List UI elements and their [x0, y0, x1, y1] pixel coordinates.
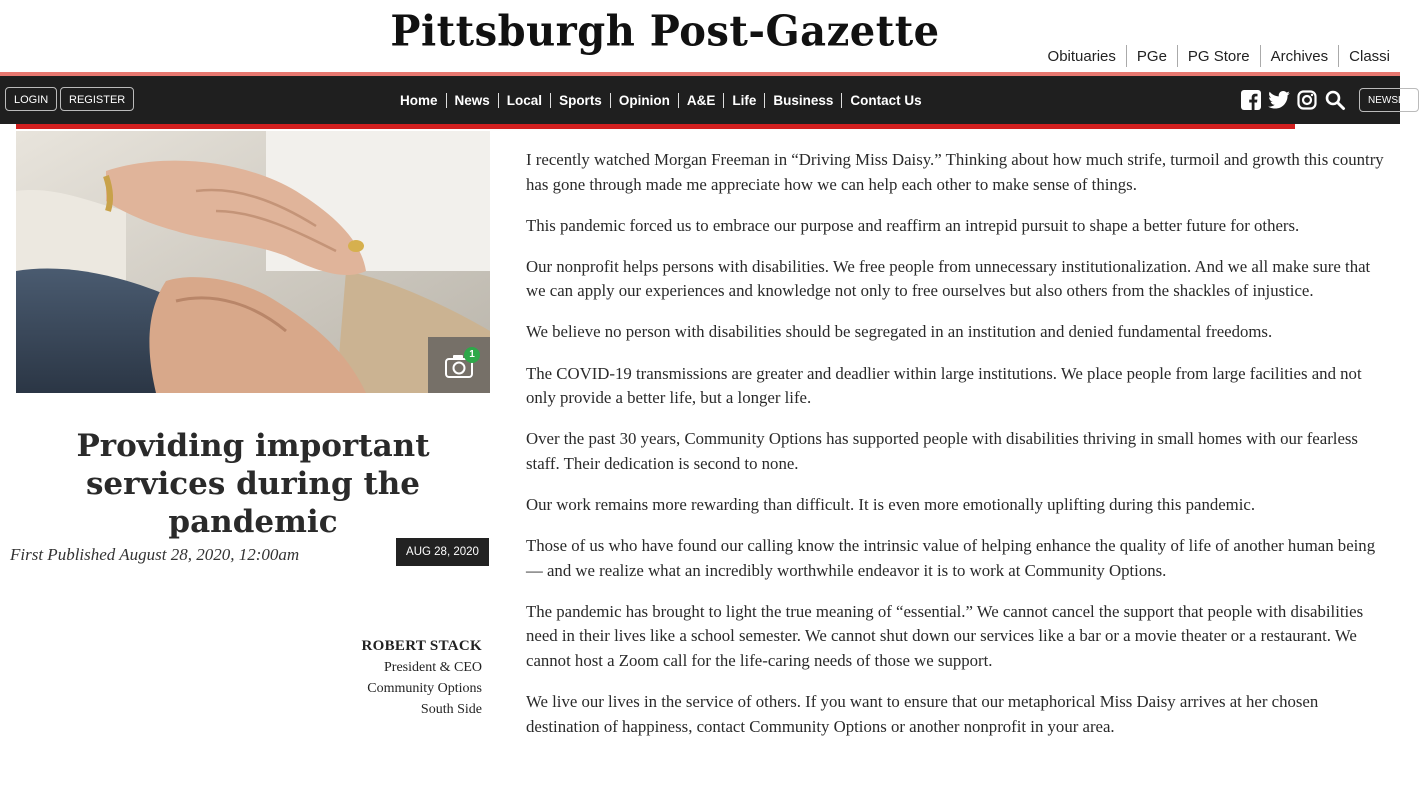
- author-title: President & CEO: [384, 660, 482, 675]
- author-byline: [362, 636, 482, 720]
- nav-item-life[interactable]: Life: [732, 92, 757, 108]
- gallery-button[interactable]: [428, 337, 490, 393]
- photo-count-badge: 1: [464, 347, 480, 363]
- masthead: [0, 0, 1400, 74]
- nav-item-opinion[interactable]: Opinion: [618, 92, 670, 108]
- social-icons: [1240, 89, 1352, 111]
- site-logo[interactable]: Pittsburgh Post-Gazette: [390, 6, 940, 57]
- top-link-classifieds[interactable]: Classi: [1349, 47, 1390, 65]
- nav-item-contact-us[interactable]: Contact Us: [850, 92, 922, 108]
- top-link-pge[interactable]: PGe: [1136, 47, 1167, 65]
- nav-menu: [392, 76, 930, 124]
- article-body: [526, 148, 1392, 756]
- article-paragraph: We live our lives in the service of others. If you want to ensure that our metaphorical Miss Daisy arrives at her chosen destination of happiness, contact Community Options or another nonprofit in your area.: [526, 692, 1319, 736]
- nav-item-sports[interactable]: Sports: [559, 92, 602, 108]
- article-paragraph: Our work remains more rewarding than difficult. It is even more emotionally uplifting during this pandemic.: [526, 494, 1256, 514]
- top-link-archives[interactable]: Archives: [1270, 47, 1329, 65]
- register-button[interactable]: REGISTER: [60, 87, 134, 111]
- nav-item-ae[interactable]: A&E: [686, 92, 716, 108]
- instagram-icon[interactable]: [1296, 89, 1318, 111]
- newsletter-button[interactable]: NEWSL: [1359, 88, 1419, 112]
- article-hero-image[interactable]: [16, 131, 490, 393]
- main-navbar: [0, 76, 1400, 124]
- twitter-icon[interactable]: [1268, 89, 1290, 111]
- author-location: South Side: [420, 702, 482, 717]
- search-icon[interactable]: [1324, 89, 1346, 111]
- nav-item-news[interactable]: News: [454, 92, 490, 108]
- article-paragraph: This pandemic forced us to embrace our purpose and reaffirm an intrepid pursuit to shape a better future for others.: [526, 215, 1300, 235]
- top-link-pg-store[interactable]: PG Store: [1187, 47, 1250, 65]
- article-paragraph: Our nonprofit helps persons with disabilities. We free people from unnecessary institutionalization. And we all make sure that we can apply our experiences and knowledge not only to free ourselves but also others from the shackles of injustice.: [526, 256, 1371, 301]
- article-paragraph: I recently watched Morgan Freeman in “Driving Miss Daisy.” Thinking about how much strife, turmoil and growth this country has gone through made me appreciate how we can help each other to make sense of things.: [526, 150, 1384, 194]
- article-paragraph: The pandemic has brought to light the true meaning of “essential.” We cannot cancel the support that people with disabilities need in their lives like a school semester. We cannot shut down our services like a bar or a movie theater or a restaurant. We cannot host a Zoom call for the life-caring needs of those we support.: [526, 601, 1364, 670]
- nav-accent-bar: [16, 124, 1295, 129]
- camera-icon: [428, 337, 490, 393]
- article-paragraph: Over the past 30 years, Community Options has supported people with disabilities thriving in small homes with our fearless staff. Their dedication is second to none.: [526, 429, 1358, 473]
- article-paragraph: We believe no person with disabilities should be segregated in an institution and denied fundamental freedoms.: [526, 322, 1273, 342]
- nav-item-local[interactable]: Local: [506, 92, 543, 108]
- top-link-obituaries[interactable]: Obituaries: [1047, 47, 1116, 65]
- nav-item-business[interactable]: Business: [773, 92, 834, 108]
- article-headline: Providing important services during the pandemic: [76, 427, 430, 540]
- date-badge: AUG 28, 2020: [396, 538, 489, 566]
- facebook-icon[interactable]: [1240, 89, 1262, 111]
- article-paragraph: Those of us who have found our calling know the intrinsic value of helping enhance the quality of life of another human being — and we realize what an incredibly worthwhile endeavor it is to work at Community Options.: [526, 536, 1376, 580]
- article-paragraph: The COVID-19 transmissions are greater and deadlier within large institutions. We place people from large facilities and not only provide a better life, but a longer life.: [526, 363, 1362, 408]
- author-name: ROBERT STACK: [361, 638, 482, 654]
- top-links: [1038, 44, 1400, 68]
- login-button[interactable]: LOGIN: [5, 87, 57, 111]
- nav-item-home[interactable]: Home: [400, 92, 438, 108]
- clasped-hands-photo: [16, 131, 490, 393]
- author-organization: Community Options: [367, 681, 482, 696]
- published-date: First Published August 28, 2020, 12:00am: [10, 545, 300, 564]
